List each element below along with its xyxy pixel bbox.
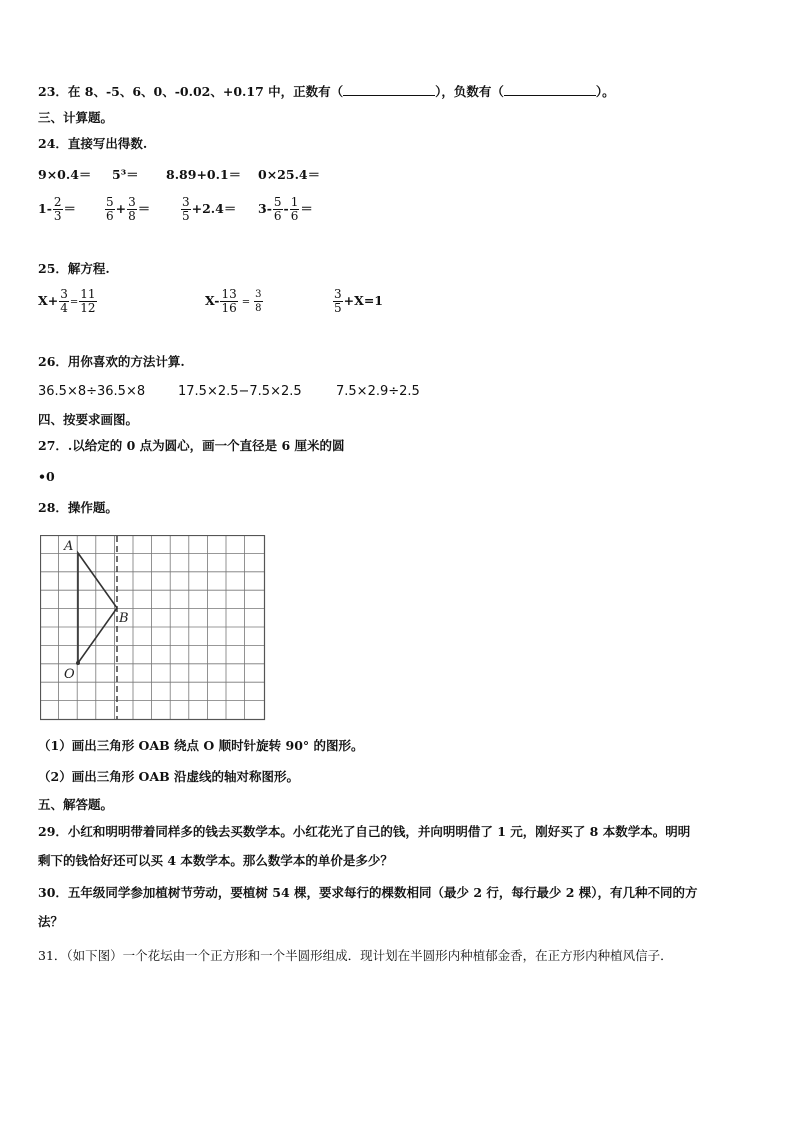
label-o: O (64, 667, 75, 682)
q24-item-7 (180, 196, 236, 223)
q28-sub-2: （2）画出三角形 OAB 沿虚线的轴对称图形。 (38, 769, 300, 784)
fraction-denominator: 6 (290, 209, 299, 223)
center-point-o: •0 (38, 469, 55, 484)
q24-item-8-suffix: ＝ (300, 201, 313, 216)
q28-sub-1: （1）画出三角形 OAB 绕点 O 顺时针旋转 90° 的图形。 (38, 738, 364, 753)
q26-expr-1: 36.5×8÷36.5×8 (38, 384, 146, 399)
q23-text-a: 23．在 8、-5、6、0、-0.02、+0.17 中，正数有（ (38, 84, 344, 99)
q30-line-1: 30．五年级同学参加植树节劳动，要植树 54 棵，要求每行的棵数相同（最少 2 行，每行最少 2 棵），有几种不同的方 (38, 885, 698, 900)
operator: - (283, 201, 289, 216)
equals-sign: = (241, 297, 251, 308)
fraction-denominator: 3 (53, 209, 62, 223)
fraction (290, 196, 300, 223)
grid-lines (41, 536, 265, 720)
equals-sign: = (69, 297, 79, 308)
operator: + (115, 201, 127, 216)
fraction-denominator: 6 (106, 209, 114, 223)
triangle-oab (78, 553, 117, 663)
question-25-title: 25．解方程. (38, 261, 110, 276)
equation-2 (205, 288, 264, 315)
fraction-denominator: 8 (128, 209, 136, 223)
q24-item-5-suffix: ＝ (63, 201, 77, 216)
fraction (254, 288, 262, 315)
fraction-numerator: 3 (128, 195, 136, 209)
q26-expr-3: 7.5×2.9÷2.5 (336, 384, 420, 399)
section-3-heading: 三、计算题。 (38, 110, 114, 125)
question-26-title: 26．用你喜欢的方法计算. (38, 354, 185, 369)
q24-item-4: 0×25.4＝ (258, 167, 321, 182)
answer-blank-positive[interactable] (343, 84, 435, 96)
grid-figure (40, 535, 266, 721)
section-4-heading: 四、按要求画图。 (38, 412, 139, 427)
q26-expr-2: 17.5×2.5−7.5×2.5 (178, 384, 302, 399)
q24-item-3: 8.89+0.1＝ (166, 167, 242, 182)
grid-svg (40, 535, 266, 721)
q24-item-7-suffix: +2.4＝ (191, 201, 237, 216)
fraction (273, 196, 283, 223)
fraction-numerator: 3 (182, 195, 190, 209)
question-23 (38, 84, 615, 100)
equation-2-prefix: X- (205, 293, 220, 308)
q29-line-1: 29．小红和明明带着同样多的钱去买数学本。小红花光了自己的钱，并向明明借了 1 元，刚好买了 8 本数学本。明明 (38, 824, 691, 839)
fraction-denominator: 6 (273, 209, 282, 223)
fraction-numerator: 3 (60, 287, 68, 301)
fraction (59, 288, 69, 315)
fraction-numerator: 1 (290, 195, 299, 209)
fraction-denominator: 4 (60, 301, 68, 315)
q24-item-5-prefix: 1- (38, 201, 52, 216)
q24-item-1: 9×0.4＝ (38, 167, 92, 182)
fraction-numerator: 3 (334, 287, 342, 301)
fraction-denominator: 16 (221, 301, 237, 315)
q31-text: 31．（如下图）一个花坛由一个正方形和一个半圆形组成．现计划在半圆形内种植郁金香，在正方形内种植风信子． (38, 948, 673, 963)
question-28-title: 28．操作题。 (38, 500, 118, 515)
fraction (181, 196, 191, 223)
equation-1 (38, 288, 98, 315)
q24-item-8-prefix: 3- (258, 201, 272, 216)
label-a: A (64, 539, 74, 554)
grid-border (41, 536, 265, 720)
fraction (127, 196, 137, 223)
section-5-heading: 五、解答题。 (38, 797, 114, 812)
fraction-numerator: 13 (221, 287, 237, 301)
fraction-denominator: 5 (334, 301, 342, 315)
q24-item-6 (104, 196, 150, 223)
fraction (333, 288, 343, 315)
q30-line-2: 法？ (38, 914, 64, 929)
label-b: B (119, 611, 129, 626)
fraction-numerator: 3 (255, 289, 262, 300)
q24-item-5 (38, 196, 76, 223)
fraction-denominator: 5 (182, 209, 190, 223)
fraction (53, 196, 63, 223)
fraction-numerator: 5 (273, 195, 282, 209)
fraction-numerator: 5 (106, 195, 114, 209)
q23-text-b: ），负数有（ (435, 84, 504, 99)
question-24-title: 24．直接写出得数. (38, 136, 148, 151)
q24-item-6-suffix: ＝ (137, 201, 151, 216)
q29-line-2: 剩下的钱恰好还可以买 4 本数学本。那么数学本的单价是多少？ (38, 853, 393, 868)
fraction-denominator: 8 (255, 303, 262, 314)
fraction (220, 288, 237, 315)
equation-1-prefix: X+ (38, 293, 59, 308)
fraction-numerator: 2 (53, 195, 62, 209)
equation-3-suffix: +X=1 (343, 293, 383, 308)
point-o-dot (76, 661, 80, 665)
question-27-title: 27．.以给定的 0 点为圆心，画一个直径是 6 厘米的圆 (38, 438, 345, 453)
fraction (79, 288, 96, 315)
fraction (105, 196, 115, 223)
q24-item-8 (258, 196, 313, 223)
fraction-numerator: 11 (80, 287, 96, 301)
equation-3 (332, 288, 383, 315)
q24-item-2: 5³＝ (112, 167, 139, 182)
q23-text-c: ）。 (595, 84, 615, 99)
answer-blank-negative[interactable] (504, 84, 596, 96)
fraction-denominator: 12 (80, 301, 96, 315)
